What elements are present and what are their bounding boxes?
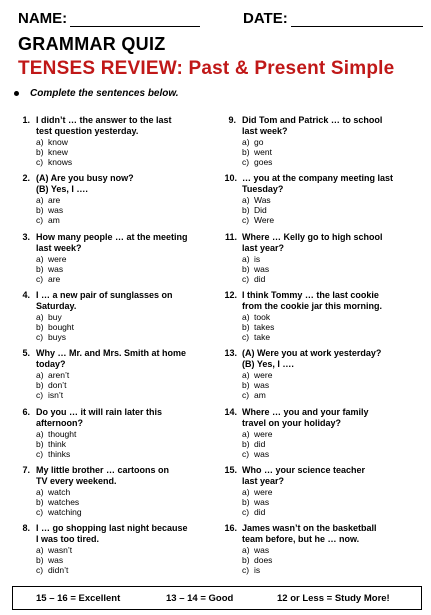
option-text: thought <box>48 428 77 439</box>
question-number: 14. <box>224 406 237 417</box>
option-letter: b) <box>242 380 250 391</box>
option-text: were <box>254 486 273 497</box>
option-text: take <box>254 331 271 342</box>
option-text: isn’t <box>48 390 64 401</box>
answer-option[interactable] <box>242 545 417 555</box>
option-text: go <box>254 137 264 147</box>
question-number: 15. <box>224 464 237 475</box>
score-study-more: 12 or Less = Study More! <box>277 593 390 604</box>
option-text: don’t <box>48 380 67 391</box>
answer-options <box>16 487 211 517</box>
answer-option[interactable] <box>36 147 211 157</box>
option-text: Was <box>254 195 271 206</box>
answer-option[interactable] <box>36 429 211 439</box>
question-text: My little brother … cartoons on TV every weekend. <box>36 464 170 486</box>
name-field[interactable] <box>18 10 200 27</box>
option-text: Were <box>254 215 275 226</box>
name-blank-line[interactable] <box>70 12 200 27</box>
option-text: was <box>48 555 64 566</box>
answer-options <box>222 195 417 225</box>
option-text: was <box>48 205 64 216</box>
option-letter: a) <box>242 253 250 264</box>
answer-option[interactable] <box>242 137 417 147</box>
answer-option[interactable] <box>36 449 211 459</box>
option-letter: c) <box>36 215 44 226</box>
option-text: were <box>254 428 273 439</box>
option-letter: c) <box>242 273 250 284</box>
option-text: think <box>48 438 66 449</box>
answer-options <box>222 545 417 575</box>
instruction-line <box>14 88 179 99</box>
option-letter: c) <box>242 215 250 226</box>
answer-option[interactable] <box>242 332 417 342</box>
answer-option[interactable] <box>36 545 211 555</box>
question-text: Where … Kelly go to high school last year? <box>242 231 383 253</box>
option-text: are <box>48 273 61 284</box>
question-text: I … go shopping last night because I was too tired. <box>36 523 188 545</box>
option-text: wasn’t <box>48 545 73 556</box>
question-text: (A) Are you busy now? (B) Yes, I …. <box>36 173 134 195</box>
question-text: Who … your science teacher last year? <box>242 464 366 486</box>
question-text: Where … you and your family travel on your holiday? <box>242 406 369 428</box>
question-item <box>16 523 211 575</box>
answer-option[interactable] <box>242 312 417 322</box>
answer-options <box>16 545 211 575</box>
option-text: goes <box>254 157 273 167</box>
name-label: NAME: <box>18 10 68 27</box>
question-text: Did Tom and Patrick … to school last week? <box>242 115 383 136</box>
answer-option[interactable] <box>36 195 211 205</box>
answer-option[interactable] <box>242 157 417 167</box>
option-text: thinks <box>48 448 71 459</box>
option-letter: a) <box>242 137 250 147</box>
answer-options <box>222 429 417 459</box>
option-text: was <box>254 380 270 391</box>
question-item <box>222 290 417 342</box>
option-letter: b) <box>36 147 44 157</box>
question-item <box>16 115 211 167</box>
option-text: takes <box>254 321 275 332</box>
answer-option[interactable] <box>242 147 417 157</box>
option-letter: b) <box>242 321 250 332</box>
answer-option[interactable] <box>36 274 211 284</box>
question-number: 6. <box>22 406 30 417</box>
option-text: was <box>254 448 270 459</box>
option-text: aren’t <box>48 370 70 381</box>
option-letter: b) <box>36 380 44 391</box>
question-number: 3. <box>22 231 30 242</box>
option-text: knows <box>48 157 73 167</box>
date-label: DATE: <box>243 10 288 27</box>
answer-option[interactable] <box>36 565 211 575</box>
option-letter: a) <box>242 370 250 381</box>
option-letter: c) <box>242 506 250 517</box>
option-text: was <box>254 545 270 556</box>
answer-option[interactable] <box>36 254 211 264</box>
option-text: knew <box>48 147 68 157</box>
answer-options <box>16 195 211 225</box>
question-number: 16. <box>224 523 237 534</box>
question-item <box>16 407 211 459</box>
option-letter: c) <box>36 157 44 167</box>
answer-option[interactable] <box>242 274 417 284</box>
answer-options <box>16 429 211 459</box>
option-text: watching <box>48 506 82 517</box>
question-number: 4. <box>22 289 30 300</box>
option-text: are <box>48 195 61 206</box>
option-letter: c) <box>242 390 250 401</box>
option-letter: b) <box>242 438 250 449</box>
option-text: went <box>254 147 272 157</box>
option-letter: a) <box>36 486 44 497</box>
option-letter: b) <box>242 205 250 216</box>
question-item <box>16 173 211 225</box>
question-text: James wasn’t on the basketball team before, but he … now. <box>242 523 377 545</box>
option-text: didn’t <box>48 565 69 576</box>
answer-options <box>222 487 417 517</box>
answer-option[interactable] <box>36 487 211 497</box>
answer-option[interactable] <box>242 322 417 332</box>
question-text: Why … Mr. and Mrs. Smith at home today? <box>36 348 187 370</box>
bullet-icon <box>14 91 19 96</box>
date-blank-line[interactable] <box>291 12 423 27</box>
question-number: 11. <box>224 231 237 242</box>
answer-options <box>16 137 211 167</box>
answer-option[interactable] <box>242 429 417 439</box>
answer-option[interactable] <box>242 380 417 390</box>
date-field[interactable] <box>243 10 423 27</box>
question-number: 9. <box>228 115 236 125</box>
answer-option[interactable] <box>36 322 211 332</box>
answer-option[interactable] <box>36 497 211 507</box>
question-number: 13. <box>224 348 237 359</box>
option-letter: c) <box>242 448 250 459</box>
question-number: 12. <box>224 289 237 300</box>
option-letter: c) <box>242 331 250 342</box>
question-item <box>222 523 417 575</box>
question-text: I didn’t … the answer to the last test question yesterday. <box>36 115 172 136</box>
answer-option[interactable] <box>36 380 211 390</box>
answer-option[interactable] <box>242 215 417 225</box>
answer-option[interactable] <box>242 507 417 517</box>
answer-option[interactable] <box>36 157 211 167</box>
answer-option[interactable] <box>242 205 417 215</box>
option-letter: b) <box>36 205 44 216</box>
option-text: buys <box>48 331 66 342</box>
question-number: 2. <box>22 173 30 184</box>
option-text: Did <box>254 205 267 216</box>
answer-option[interactable] <box>242 487 417 497</box>
option-letter: a) <box>36 195 44 206</box>
option-text: am <box>254 390 266 401</box>
option-letter: b) <box>36 263 44 274</box>
score-excellent: 15 – 16 = Excellent <box>36 593 121 604</box>
answer-option[interactable] <box>36 215 211 225</box>
option-text: bought <box>48 321 74 332</box>
answer-option[interactable] <box>242 555 417 565</box>
option-text: were <box>254 370 273 381</box>
option-text: were <box>48 253 67 264</box>
answer-option[interactable] <box>36 312 211 322</box>
answer-option[interactable] <box>36 507 211 517</box>
option-text: is <box>254 253 261 264</box>
option-text: watch <box>48 486 71 497</box>
option-letter: c) <box>36 506 44 517</box>
option-letter: a) <box>36 253 44 264</box>
answer-options <box>16 254 211 284</box>
question-item <box>222 232 417 284</box>
answer-options <box>222 370 417 400</box>
option-text: does <box>254 555 273 566</box>
answer-option[interactable] <box>36 555 211 565</box>
answer-option[interactable] <box>242 565 417 575</box>
answer-option[interactable] <box>242 439 417 449</box>
quiz-subtitle: TENSES REVIEW: Past & Present Simple <box>18 58 395 79</box>
option-letter: b) <box>242 147 250 157</box>
answer-option[interactable] <box>36 390 211 400</box>
answer-option[interactable] <box>242 390 417 400</box>
option-letter: b) <box>36 555 44 566</box>
option-letter: a) <box>36 545 44 556</box>
option-letter: c) <box>36 331 44 342</box>
question-number: 5. <box>22 348 30 359</box>
option-text: know <box>48 137 68 147</box>
question-text: … you at the company meeting last Tuesday? <box>242 173 394 195</box>
question-item <box>222 115 417 167</box>
question-text: (A) Were you at work yesterday? (B) Yes, I …. <box>242 348 382 370</box>
answer-option[interactable] <box>242 264 417 274</box>
option-text: was <box>254 496 270 507</box>
answer-option[interactable] <box>36 205 211 215</box>
option-letter: b) <box>242 263 250 274</box>
question-text: I think Tommy … the last cookie from the cookie jar this morning. <box>242 289 383 311</box>
answer-options <box>222 137 417 167</box>
answer-option[interactable] <box>36 264 211 274</box>
question-text: Do you … it will rain later this afternoon? <box>36 406 163 428</box>
question-number: 7. <box>22 464 30 475</box>
question-item <box>16 232 211 284</box>
option-letter: a) <box>242 195 250 206</box>
answer-option[interactable] <box>242 254 417 264</box>
answer-option[interactable] <box>36 439 211 449</box>
question-item <box>222 173 417 225</box>
instruction-text: Complete the sentences below. <box>30 88 179 99</box>
option-letter: c) <box>242 157 250 167</box>
answer-options <box>16 370 211 400</box>
answer-option[interactable] <box>36 370 211 380</box>
question-item <box>222 465 417 517</box>
answer-options <box>16 312 211 342</box>
question-item <box>222 407 417 459</box>
option-letter: b) <box>242 496 250 507</box>
option-letter: a) <box>242 545 250 556</box>
question-number: 10. <box>224 173 237 184</box>
option-letter: c) <box>36 273 44 284</box>
question-text: How many people … at the meeting last week? <box>36 231 188 253</box>
question-item <box>16 348 211 400</box>
option-text: did <box>254 273 266 284</box>
answer-option[interactable] <box>242 497 417 507</box>
option-text: watches <box>48 496 80 507</box>
question-item <box>222 348 417 400</box>
answer-options <box>222 254 417 284</box>
option-text: buy <box>48 311 62 322</box>
option-text: was <box>254 263 270 274</box>
answer-option[interactable] <box>36 137 211 147</box>
option-letter: a) <box>36 370 44 381</box>
option-text: did <box>254 438 266 449</box>
score-key <box>12 586 422 610</box>
question-number: 1. <box>22 115 30 125</box>
answer-option[interactable] <box>242 449 417 459</box>
option-text: am <box>48 215 60 226</box>
option-text: did <box>254 506 266 517</box>
option-text: is <box>254 565 261 576</box>
quiz-title: GRAMMAR QUIZ <box>18 34 166 54</box>
question-item <box>16 465 211 517</box>
answer-option[interactable] <box>242 195 417 205</box>
option-letter: a) <box>36 311 44 322</box>
option-letter: a) <box>242 486 250 497</box>
worksheet-header <box>18 10 421 32</box>
question-number: 8. <box>22 523 30 534</box>
option-letter: a) <box>36 137 44 147</box>
answer-option[interactable] <box>242 370 417 380</box>
option-letter: c) <box>242 565 250 576</box>
question-item <box>16 290 211 342</box>
option-letter: a) <box>242 428 250 439</box>
option-text: took <box>254 311 271 322</box>
option-letter: b) <box>242 555 250 566</box>
option-letter: a) <box>242 311 250 322</box>
option-letter: a) <box>36 428 44 439</box>
option-letter: c) <box>36 390 44 401</box>
option-text: was <box>48 263 64 274</box>
option-letter: b) <box>36 321 44 332</box>
score-good: 13 – 14 = Good <box>166 593 234 604</box>
option-letter: b) <box>36 496 44 507</box>
question-text: I … a new pair of sunglasses on Saturday. <box>36 289 173 311</box>
option-letter: c) <box>36 448 44 459</box>
answer-options <box>222 312 417 342</box>
option-letter: b) <box>36 438 44 449</box>
option-letter: c) <box>36 565 44 576</box>
answer-option[interactable] <box>36 332 211 342</box>
